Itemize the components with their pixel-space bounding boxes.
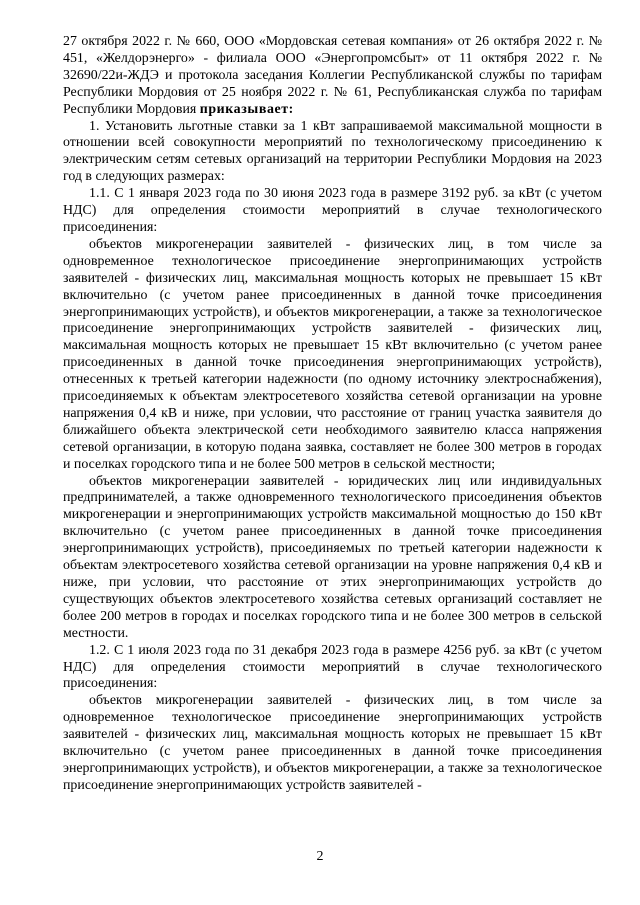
paragraph-text: объектов микрогенерации заявителей - физических лиц, в том числе за одновременное технологическое присоединение энергопринимающих устройств заявителей - физических лиц, максимальная мощность которых не превышает 15 кВт включительно (с учетом ранее присоединенных в данной точке присоединения энергопринимающих устройств), и объектов микрогенерации, а также за технологическое присоединение энергопринимающих устройств заявителей - (63, 693, 602, 793)
paragraph-text: объектов микрогенерации заявителей - юридических лиц или индивидуальных предпринимателей, а также одновременного технологического присоединения объектов микрогенерации и энергопринимающих устройств максимальной мощностью до 150 кВт включительно (с учетом ранее присоединенных в данной точке присоединения энергопринимающих устройств), присоединяемых по третьей категории надежности к объектам электросетевого хозяйства сетевой организации на уровне напряжения 0,4 кВ и ниже, при условии, что расстояние от этих энергопринимающих устройств до существующих объектов электросетевого хозяйства сетевых организаций составляет не более 200 метров в городах и поселках городского типа и не более 300 метров в сельской местности. (63, 473, 602, 641)
bold-text: приказывает: (199, 101, 294, 117)
paragraph-text: объектов микрогенерации заявителей - физических лиц, в том числе за одновременное технологическое присоединение энергопринимающих устройств заявителей - физических лиц, максимальная мощность которых не превышает 15 кВт включительно (с учетом ранее присоединенных в данной точке присоединения энергопринимающих устройств), и объектов микрогенерации, а также за технологическое присоединение энергопринимающих устройств заявителей - физических лиц, максимальная мощность которых не превышает 15 кВт включительно (с учетом ранее присоединенных в данной точке присоединения энергопринимающих устройств), отнесенных к третьей категории надежности (по одному источнику электроснабжения), присоединяемых к объектам электросетевого хозяйства сетевой организации на уровне напряжения 0,4 кВ и ниже, при условии, что расстояние от границ участка заявителя до ближайшего объекта электрической сети необходимого заявителю класса напряжения сетевой организации, в которую подана заявка, составляет не более 300 метров в городах и поселках городского типа и не более 500 метров в сельской местности; (63, 236, 602, 472)
paragraph-text: 1.2. С 1 июля 2023 года по 31 декабря 2023 года в размере 4256 руб. за кВт (с учетом НДС) для определения стоимости мероприятий в случае технологического присоединения: (63, 642, 602, 692)
paragraph (63, 119, 602, 187)
paragraph-text: 1.1. С 1 января 2023 года по 30 июня 2023 года в размере 3192 руб. за кВт (с учетом НДС) для определения стоимости мероприятий в случае технологического присоединения: (63, 186, 602, 235)
document-body (63, 34, 602, 795)
page-number: 2 (316, 849, 324, 864)
paragraph (63, 34, 602, 119)
paragraph (63, 186, 602, 237)
paragraph (63, 474, 602, 643)
paragraph-text: 1. Установить льготные ставки за 1 кВт запрашиваемой максимальной мощности в отношении всей совокупности мероприятий по технологическому присоединению к электрическим сетям сетевых организаций на территории Республики Мордовия на 2023 год в следующих размерах: (63, 118, 602, 185)
paragraph-text: 27 октября 2022 г. № 660, ООО «Мордовская сетевая компания» от 26 октября 2022 г. № 451, «Желдорэнерго» - филиала ООО «Энергопромсбыт» от 11 октября 2022 г. № 32690/22и-ЖДЭ и протокола заседания Коллегии Республиканской службы по тарифам Республики Мордовия от 25 ноября 2022 г. № 61, Республиканская служба по тарифам Республики Мордовия (63, 34, 602, 117)
paragraph (63, 693, 602, 794)
paragraph (63, 643, 602, 694)
paragraph (63, 237, 602, 474)
